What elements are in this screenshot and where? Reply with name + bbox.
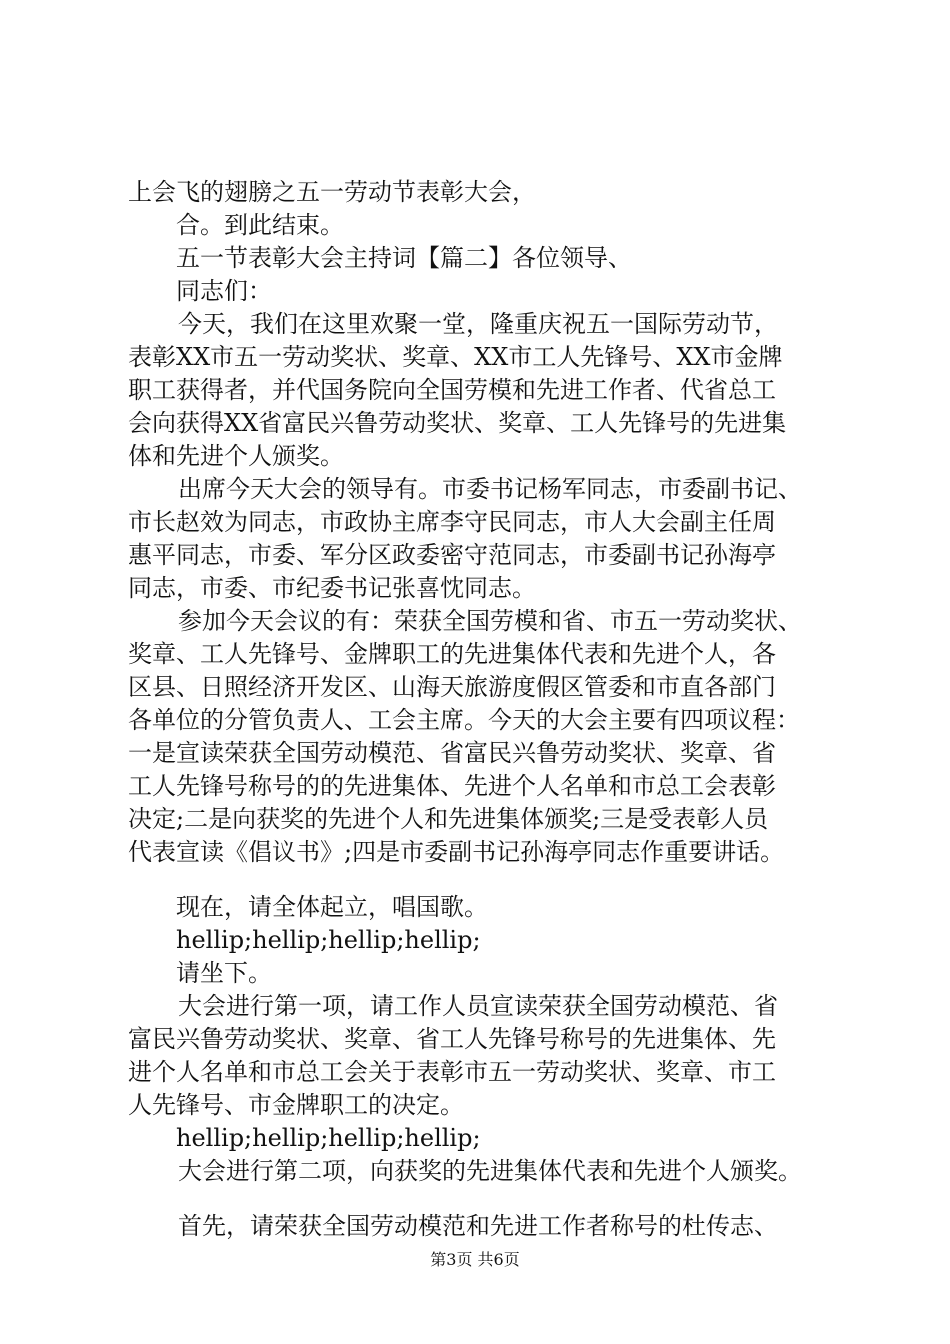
text-line: 合。到此结束。 (176, 211, 344, 239)
text-line: 大会进行第一项，请工作人员宣读荣获全国劳动模范、省 (178, 992, 778, 1020)
text-line: 五一节表彰大会主持词【篇二】各位领导、 (176, 244, 632, 272)
page-number-footer: 第3页 共6页 (430, 1250, 520, 1269)
text-line: 会向获得XX省富民兴鲁劳动奖状、奖章、工人先锋号的先进集 (128, 409, 787, 437)
text-line: 工人先锋号称号的的先进集体、先进个人名单和市总工会表彰 (128, 772, 776, 800)
text-line: 代表宣读《倡议书》;四是市委副书记孙海亭同志作重要讲话。 (128, 838, 785, 866)
text-line: 人先锋号、市金牌职工的决定。 (128, 1091, 464, 1119)
text-line: 惠平同志，市委、军分区政委密守范同志，市委副书记孙海亭 (128, 541, 776, 569)
text-line: 上会飞的翅膀之五一劳动节表彰大会， (128, 178, 536, 206)
text-line: 表彰XX市五一劳动奖状、奖章、XX市工人先锋号、XX市金牌 (128, 343, 783, 371)
text-line: 奖章、工人先锋号、金牌职工的先进集体代表和先进个人，各 (128, 640, 776, 668)
document-body (128, 176, 838, 1243)
text-line: 首先，请荣获全国劳动模范和先进工作者称号的杜传志、 (178, 1212, 778, 1240)
text-line: 请坐下。 (176, 959, 272, 987)
text-line: 同志们： (176, 277, 272, 305)
text-line: 区县、日照经济开发区、山海天旅游度假区管委和市直各部门 (128, 673, 776, 701)
text-line: 各单位的分管负责人、工会主席。今天的大会主要有四项议程： (128, 706, 800, 734)
text-line: 出席今天大会的领导有。市委书记杨军同志，市委副书记、 (178, 475, 802, 503)
text-line: 体和先进个人颁奖。 (128, 442, 344, 470)
paragraph-gap (128, 1188, 838, 1210)
text-line: 市长赵效为同志，市政协主席李守民同志，市人大会副主任周 (128, 508, 776, 536)
paragraph-gap (128, 869, 838, 891)
text-line: hellip;hellip;hellip;hellip; (176, 1124, 481, 1152)
text-line: 今天，我们在这里欢聚一堂，隆重庆祝五一国际劳动节， (178, 310, 778, 338)
text-line: 参加今天会议的有：荣获全国劳模和省、市五一劳动奖状、 (178, 607, 802, 635)
text-line: 同志，市委、市纪委书记张喜忱同志。 (128, 574, 536, 602)
text-line: 进个人名单和市总工会关于表彰市五一劳动奖状、奖章、市工 (128, 1058, 776, 1086)
text-line: 决定;二是向获奖的先进个人和先进集体颁奖;三是受表彰人员 (128, 805, 769, 833)
text-line: 大会进行第二项，向获奖的先进集体代表和先进个人颁奖。 (178, 1157, 802, 1185)
text-line: hellip;hellip;hellip;hellip; (176, 926, 481, 954)
text-line: 富民兴鲁劳动奖状、奖章、省工人先锋号称号的先进集体、先 (128, 1025, 776, 1053)
text-line: 现在，请全体起立，唱国歌。 (176, 893, 488, 921)
text-line: 一是宣读荣获全国劳动模范、省富民兴鲁劳动奖状、奖章、省 (128, 739, 776, 767)
text-line: 职工获得者，并代国务院向全国劳模和先进工作者、代省总工 (128, 376, 776, 404)
